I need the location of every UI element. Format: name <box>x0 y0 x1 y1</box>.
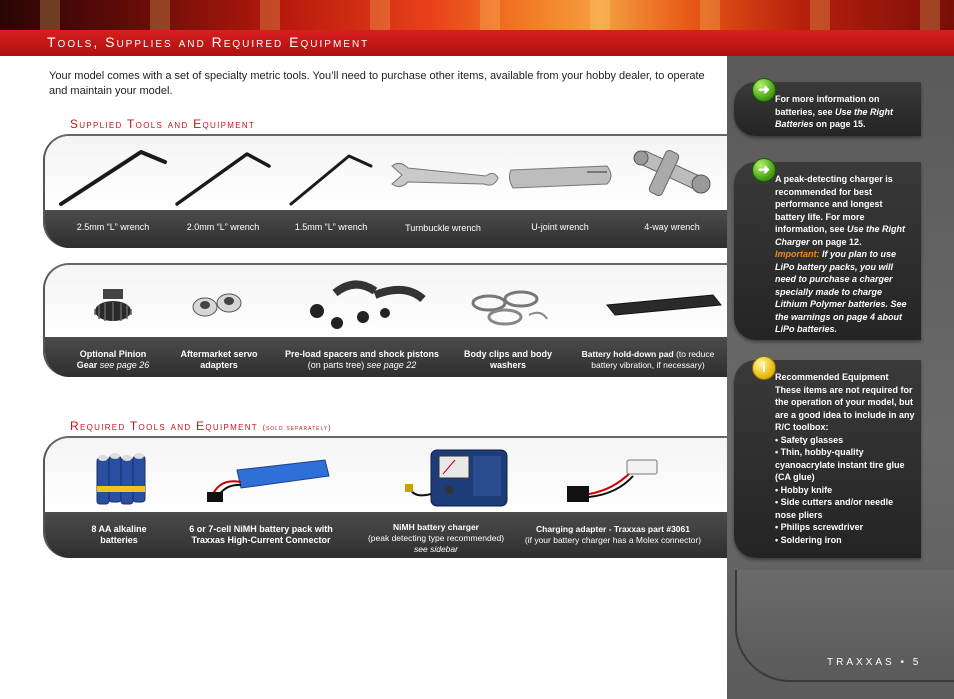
charging-adapter-icon <box>563 452 663 508</box>
caption-battery-pack: 6 or 7-cell NiMH battery pack with Traxxas High-Current Connector <box>189 524 333 545</box>
list-item: • Side cutters and/or needle nose pliers <box>775 497 894 520</box>
supplied-tools-panel <box>43 134 731 248</box>
battery-info-card <box>734 82 921 136</box>
caption-pinion-gear: Optional Pinion Gear see page 26 <box>76 349 150 370</box>
supplied-heading: Supplied Tools and Equipment <box>70 117 256 131</box>
caption-turnbuckle-wrench: Turnbuckle wrench <box>405 223 481 233</box>
list-item: • Soldering iron <box>775 534 842 545</box>
battery-info-text: For more information on batteries, see Use the Right Batteries on page 15. <box>775 94 894 129</box>
charger-icon <box>405 446 515 508</box>
pinion-gear-icon <box>91 285 135 325</box>
supplied-parts-panel <box>43 263 731 377</box>
caption-l-wrench-20: 2.0mm “L” wrench <box>186 222 260 232</box>
allen-wrench-icon <box>287 148 377 208</box>
list-item: • Safety glasses <box>775 434 844 445</box>
header-flame-banner <box>0 0 954 30</box>
battery-pack-icon <box>201 458 331 508</box>
body-clip-icon <box>469 285 549 329</box>
caption-l-wrench-25: 2.5mm “L” wrench <box>76 222 150 232</box>
caption-spacers-pistons: Pre-load spacers and shock pistons (on parts tree) see page 22 <box>284 349 440 370</box>
charger-info-text: A peak-detecting charger is recommended for best performance and longest battery life. For more information, see Use the Right Charger on page 12. Important: If you plan to use LiPo battery packs, you will need to purchase a charger specially made to charge Lithium Polymer batteries. See the warnings on page 4 about LiPo batteries. <box>775 174 907 334</box>
arrow-icon: ➜ <box>752 78 776 102</box>
recommended-equipment-text: Recommended Equipment These items are not required for the operation of your model, but are a good idea to include in any R/C toolbox: • Safety glasses • Thin, hobby-quality cyanoacrylate instant tire glue (CA glue) • Hobby knife • Side cutters and/or needle nose pliers • Philips screwdriver • Soldering iron <box>775 372 915 545</box>
aa-batteries-icon <box>93 448 149 508</box>
turnbuckle-wrench-icon <box>390 158 500 194</box>
servo-adapter-icon <box>189 291 245 319</box>
required-heading: Required Tools and Equipment (sold separately) <box>70 419 332 433</box>
caption-u-joint-wrench: U-joint wrench <box>531 222 589 232</box>
required-tools-panel <box>43 436 731 558</box>
intro-paragraph: Your model comes with a set of specialty metric tools. You’ll need to purchase other items, available from your hobby dealer, to operate and maintain your model. <box>49 70 705 97</box>
spacer-piston-icon <box>305 275 435 333</box>
hold-down-pad-icon <box>597 293 727 319</box>
caption-body-clips: Body clips and body washers <box>463 349 552 370</box>
caption-charging-adapter: Charging adapter - Traxxas part #3061 (if your battery charger has a Molex connector) <box>524 524 702 545</box>
list-item: • Thin, hobby-quality cyanoacrylate instant tire glue (CA glue) <box>775 447 905 482</box>
allen-wrench-icon <box>173 144 273 208</box>
recommended-heading: Recommended Equipment <box>775 372 889 382</box>
page-footer: TRAXXAS • 5 <box>827 657 922 668</box>
caption-charger: NiMH battery charger (peak detecting type recommended) see sidebar <box>367 522 505 554</box>
list-item: • Hobby knife <box>775 484 833 495</box>
info-icon: i <box>752 356 776 380</box>
page-title: Tools, Supplies and Required Equipment <box>47 34 370 50</box>
caption-servo-adapters: Aftermarket servo adapters <box>180 349 258 370</box>
caption-l-wrench-15: 1.5mm “L” wrench <box>294 222 368 232</box>
charger-info-card <box>734 162 921 340</box>
list-item: • Philips screwdriver <box>775 522 864 532</box>
arrow-icon: ➜ <box>752 158 776 182</box>
u-joint-wrench-icon <box>507 162 617 192</box>
caption-four-way-wrench: 4-way wrench <box>644 222 700 232</box>
recommended-equipment-card <box>734 360 921 558</box>
allen-wrench-icon <box>57 142 167 208</box>
title-bar <box>0 30 954 56</box>
caption-aa-batteries: 8 AA alkaline batteries <box>91 524 147 545</box>
four-way-wrench-icon <box>627 146 717 202</box>
caption-hold-down-pad: Battery hold-down pad (to reduce battery vibration, if necessary) <box>581 349 715 370</box>
